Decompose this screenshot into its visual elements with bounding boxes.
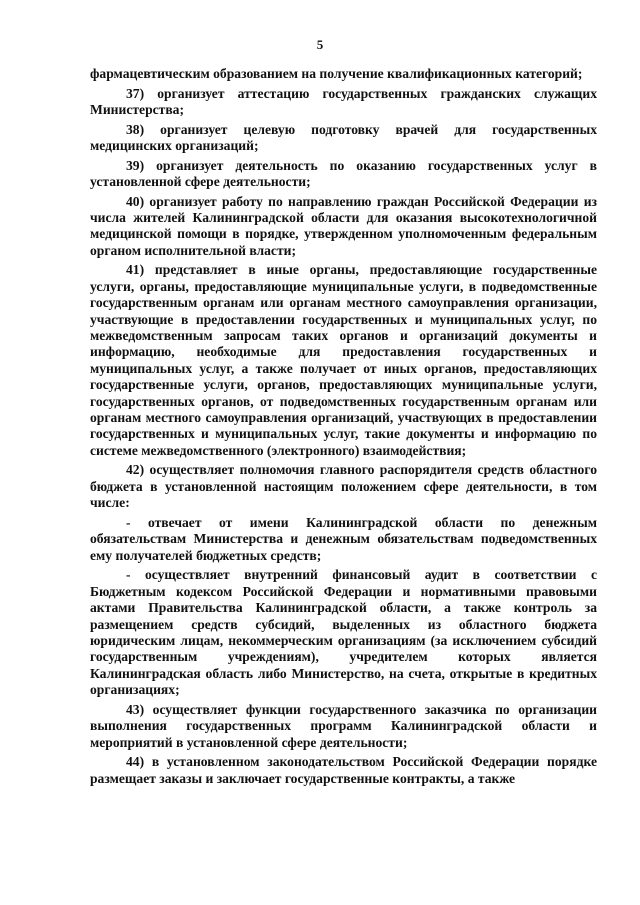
paragraph-item-42: 42) осуществляет полномочия главного распорядителя средств областного бюджета в установленной настоящим положением сфере деятельности, в том числе: xyxy=(90,462,597,511)
paragraph-continuation: фармацевтическим образованием на получение квалификационных категорий; xyxy=(90,66,583,81)
paragraph-item-39: 39) организует деятельность по оказанию государственных услуг в установленной сфере деятельности; xyxy=(90,157,597,189)
paragraph-item-37: 37) организует аттестацию государственных гражданских служащих Министерства; xyxy=(90,85,597,117)
paragraph-subitem-obligations: - отвечает от имени Калининградской области по денежным обязательствам Министерства и денежным обязательствам подведомственных ему получателей бюджетных средств; xyxy=(90,514,597,563)
paragraph-item-40: 40) организует работу по направлению граждан Российской Федерации из числа жителей Калининградской области для оказания высокотехнологичной медицинской помощи в порядке, утвержденном уполномоченным федеральным органом исполнительной власти; xyxy=(90,193,597,258)
page-number: 5 xyxy=(316,37,324,52)
paragraph-item-43: 43) осуществляет функции государственного заказчика по организации выполнения государственных программ Калининградской области и мероприятий в установленной сфере деятельности; xyxy=(90,701,597,750)
paragraph-item-41: 41) представляет в иные органы, предоставляющие государственные услуги, органы, предоставляющие муниципальные услуги, в подведомственные государственным органам или органам местного самоуправления организации, участвующие в предоставлении государственных и муниципальных услуг, по межведомственным запросам таких органов и организаций документы и информацию, необходимые для предоставления государственных и муниципальных услуг, а также получает от иных органов, предоставляющих государственные услуги, органов, предоставляющих муниципальные услуги, государственных органов, от подведомственных государственным органам или органам местного самоуправления организаций, участвующих в предоставлении государственных и муниципальных услуг, такие документы и информацию по системе межведомственного (электронного) взаимодействия; xyxy=(90,262,597,458)
paragraph-item-38: 38) организует целевую подготовку врачей для государственных медицинских организаций; xyxy=(90,121,597,153)
document-body xyxy=(90,66,597,790)
paragraph-item-44: 44) в установленном законодательством Российской Федерации порядке размещает заказы и заключает государственные контракты, а также xyxy=(90,754,597,786)
paragraph-subitem-audit: - осуществляет внутренний финансовый аудит в соответствии с Бюджетным кодексом Российской Федерации и нормативными правовыми актами Правительства Калининградской области, а также контроль за размещением средств субсидий, выделенных из областного бюджета юридическим лицам, некоммерческим организациям (за исключением субсидий государственным учреждениям), учредителем которых является Калининградская область либо Министерство, на счета, открытые в кредитных организациях; xyxy=(90,567,597,698)
